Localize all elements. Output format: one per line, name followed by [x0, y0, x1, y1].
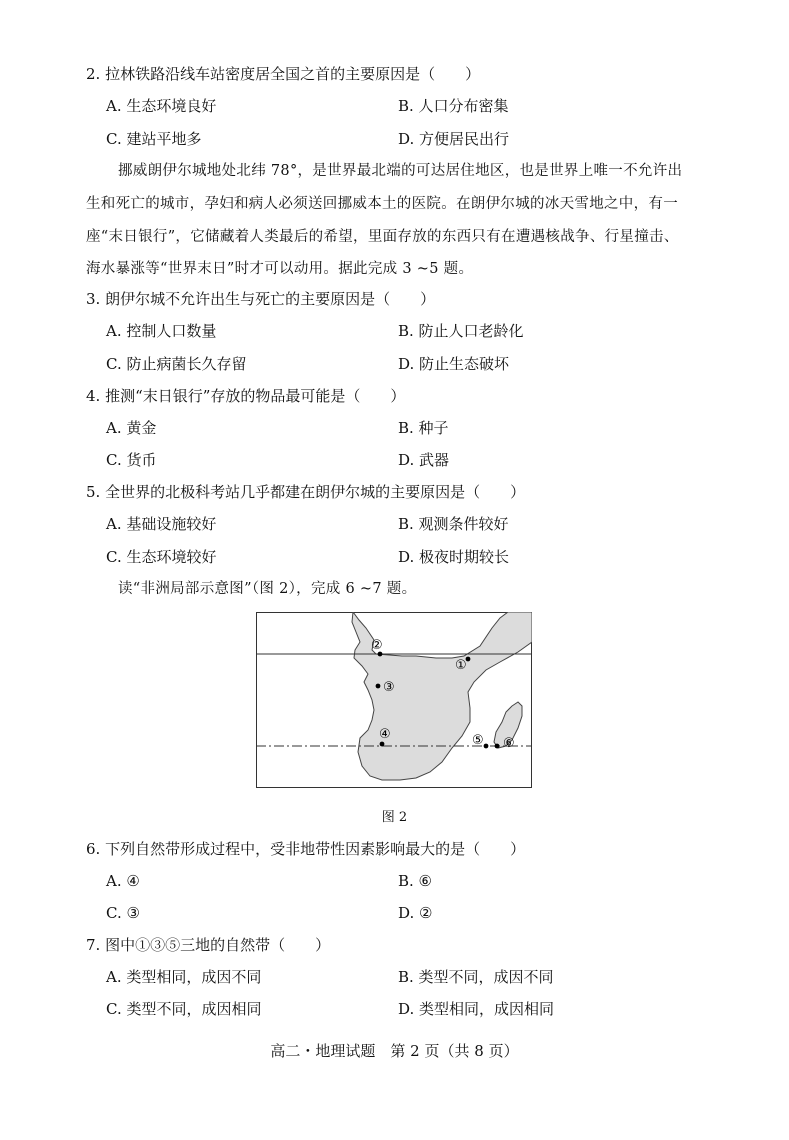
marker-label-6: ⑥ — [503, 736, 515, 751]
passage-line: 海水暴涨等“世界末日”时才可以动用。据此完成 3 ~5 题。 — [86, 261, 474, 277]
q2-option-d: D. 方便居民出行 — [398, 130, 510, 148]
q4-option-a: A. 黄金 — [106, 419, 157, 437]
passage-line: 座“末日银行”，它储藏着人类最后的希望，里面存放的东西只有在遭遇核战争、行星撞击、 — [86, 229, 679, 245]
q5-option-b: B. 观测条件较好 — [398, 515, 509, 533]
point-6 — [495, 744, 500, 749]
marker-label-2: ② — [371, 638, 383, 653]
q7-option-a: A. 类型相同，成因不同 — [106, 968, 262, 986]
q7-option-d: D. 类型相同，成因相同 — [398, 1000, 555, 1018]
figure-intro: 读“非洲局部示意图”（图 2），完成 6 ~7 题。 — [118, 581, 417, 597]
marker-label-5: ⑤ — [472, 733, 484, 748]
q2-option-a: A. 生态环境良好 — [106, 97, 217, 115]
figure-caption: 图 2 — [381, 810, 408, 825]
q6-option-b: B. ⑥ — [398, 872, 433, 890]
question-5-stem: 5. 全世界的北极科考站几乎都建在朗伊尔城的主要原因是（ ） — [86, 483, 526, 501]
point-3 — [376, 684, 381, 689]
q2-option-b: B. 人口分布密集 — [398, 97, 509, 115]
question-4-stem: 4. 推测“末日银行”存放的物品最可能是（ ） — [86, 387, 406, 405]
question-3-stem: 3. 朗伊尔城不允许出生与死亡的主要原因是（ ） — [86, 290, 436, 308]
q4-option-b: B. 种子 — [398, 419, 449, 437]
question-6-stem: 6. 下列自然带形成过程中，受非地带性因素影响最大的是（ ） — [86, 840, 526, 858]
q3-option-c: C. 防止病菌长久存留 — [106, 355, 247, 373]
marker-label-4: ④ — [379, 727, 391, 742]
point-4 — [380, 742, 385, 747]
africa-map-figure — [256, 612, 532, 788]
q6-option-a: A. ④ — [106, 872, 140, 890]
q5-option-c: C. 生态环境较好 — [106, 548, 217, 566]
q4-option-c: C. 货币 — [106, 451, 157, 469]
q3-option-b: B. 防止人口老龄化 — [398, 322, 524, 340]
q7-option-c: C. 类型不同，成因相同 — [106, 1000, 262, 1018]
q2-option-c: C. 建站平地多 — [106, 130, 202, 148]
marker-label-1: ① — [455, 658, 467, 673]
q7-option-b: B. 类型不同，成因不同 — [398, 968, 554, 986]
q4-option-d: D. 武器 — [398, 451, 450, 469]
q3-option-a: A. 控制人口数量 — [106, 322, 217, 340]
point-5 — [484, 744, 489, 749]
q6-option-c: C. ③ — [106, 904, 140, 922]
passage-line: 挪威朗伊尔城地处北纬 78°，是世界最北端的可达居住地区，也是世界上唯一不允许出 — [118, 163, 683, 179]
page-footer: 高二・地理试题 第 2 页（共 8 页） — [270, 1042, 519, 1060]
passage-line: 生和死亡的城市，孕妇和病人必须送回挪威本土的医院。在朗伊尔城的冰天雪地之中，有一 — [86, 196, 678, 212]
q5-option-d: D. 极夜时期较长 — [398, 548, 510, 566]
q3-option-d: D. 防止生态破坏 — [398, 355, 510, 373]
q6-option-d: D. ② — [398, 904, 433, 922]
question-2-stem: 2. 拉林铁路沿线车站密度居全国之首的主要原因是（ ） — [86, 65, 481, 83]
q5-option-a: A. 基础设施较好 — [106, 515, 217, 533]
marker-label-3: ③ — [383, 680, 395, 695]
question-7-stem: 7. 图中①③⑤三地的自然带（ ） — [86, 936, 331, 954]
